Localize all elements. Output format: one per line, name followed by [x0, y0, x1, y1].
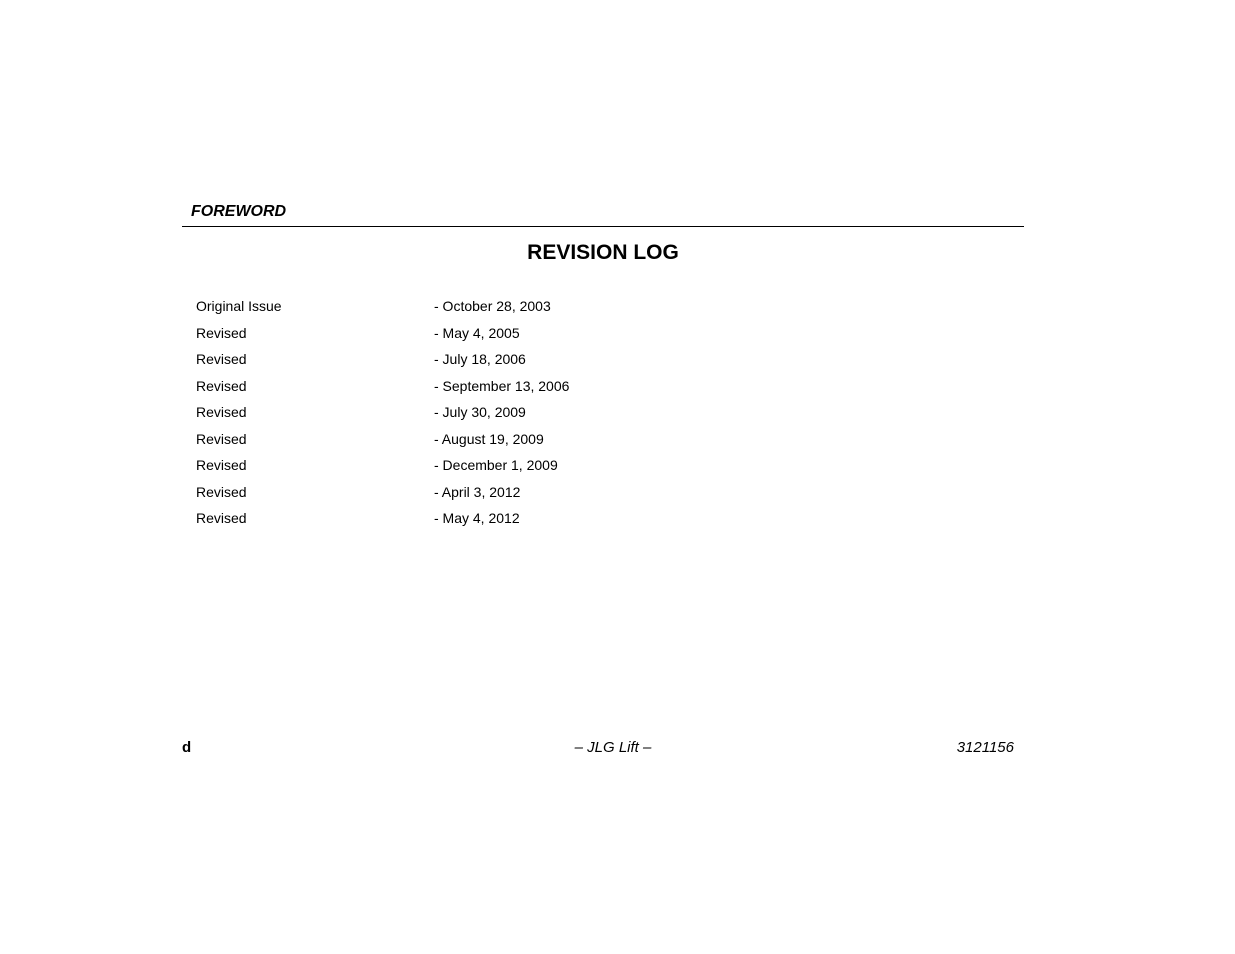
- revision-date: - December 1, 2009: [434, 457, 558, 473]
- revision-date: - May 4, 2005: [434, 324, 520, 341]
- revision-type: Original Issue: [196, 298, 282, 314]
- revision-type: Revised: [196, 351, 247, 367]
- revision-date: - August 19, 2009: [434, 430, 544, 447]
- revision-date: - July 18, 2006: [434, 351, 526, 367]
- revision-date: - September 13, 2006: [434, 377, 570, 394]
- revision-type: Revised: [196, 457, 247, 473]
- revision-date: - July 30, 2009: [434, 404, 526, 420]
- revision-type: Revised: [196, 510, 247, 526]
- revision-type: Revised: [196, 404, 247, 420]
- revision-date: - October 28, 2003: [434, 298, 551, 314]
- page-title: REVISION LOG: [527, 241, 679, 264]
- section-header: FOREWORD: [191, 203, 287, 220]
- revision-type: Revised: [196, 430, 247, 447]
- revision-date: - May 4, 2012: [434, 510, 520, 526]
- revision-type: Revised: [196, 483, 247, 500]
- footer-center-text: – JLG Lift –: [574, 739, 652, 756]
- header-divider: [182, 226, 1024, 227]
- footer-doc-number: 3121156: [956, 739, 1014, 756]
- footer-page-number: d: [182, 739, 192, 756]
- revision-date: - April 3, 2012: [434, 483, 521, 500]
- revision-type: Revised: [196, 377, 247, 394]
- revision-type: Revised: [196, 324, 247, 341]
